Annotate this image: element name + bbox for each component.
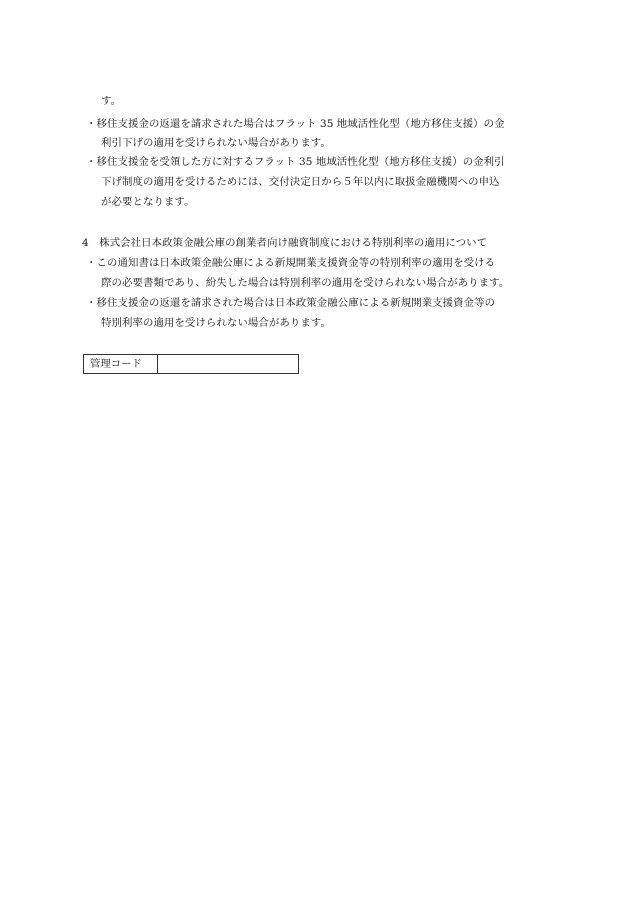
management-code-box: [83, 354, 299, 374]
bullet-repayment-flat35-line2: 利引下げの適用を受けられない場合があります。: [101, 137, 331, 149]
bullet-repayment-jfc-line2: 特別利率の適用を受けられない場合があります。: [101, 317, 331, 329]
bullet-notice-document-line1: ・この通知書は日本政策金融公庫による新規開業支援資金等の特別利率の適用を受ける: [86, 257, 496, 269]
bullet-flat35-application-line1: ・移住支援金を受領した方に対するフラット 35 地域活性化型（地方移住支援）の金利引: [86, 156, 505, 168]
bullet-flat35-application-line3: が必要となります。: [101, 196, 195, 208]
continued-text: す。: [101, 95, 122, 107]
bullet-repayment-jfc-line1: ・移住支援金の返還を請求された場合は日本政策金融公庫による新規開業支援資金等の: [86, 297, 496, 309]
bullet-notice-document-line2: 際の必要書類であり、紛失した場合は特別利率の適用を受けられない場合があります。: [101, 277, 510, 289]
management-code-label: 管理コード: [84, 355, 158, 373]
section-4-heading: 4 株式会社日本政策金融公庫の創業者向け融資制度における特別利率の適用について: [82, 237, 488, 249]
management-code-value: [158, 355, 298, 373]
bullet-repayment-flat35-line1: ・移住支援金の返還を請求された場合はフラット 35 地域活性化型（地方移住支援）の金: [86, 118, 505, 130]
bullet-flat35-application-line2: 下げ制度の適用を受けるためには、交付決定日から５年以内に取扱金融機関への申込: [101, 176, 500, 188]
